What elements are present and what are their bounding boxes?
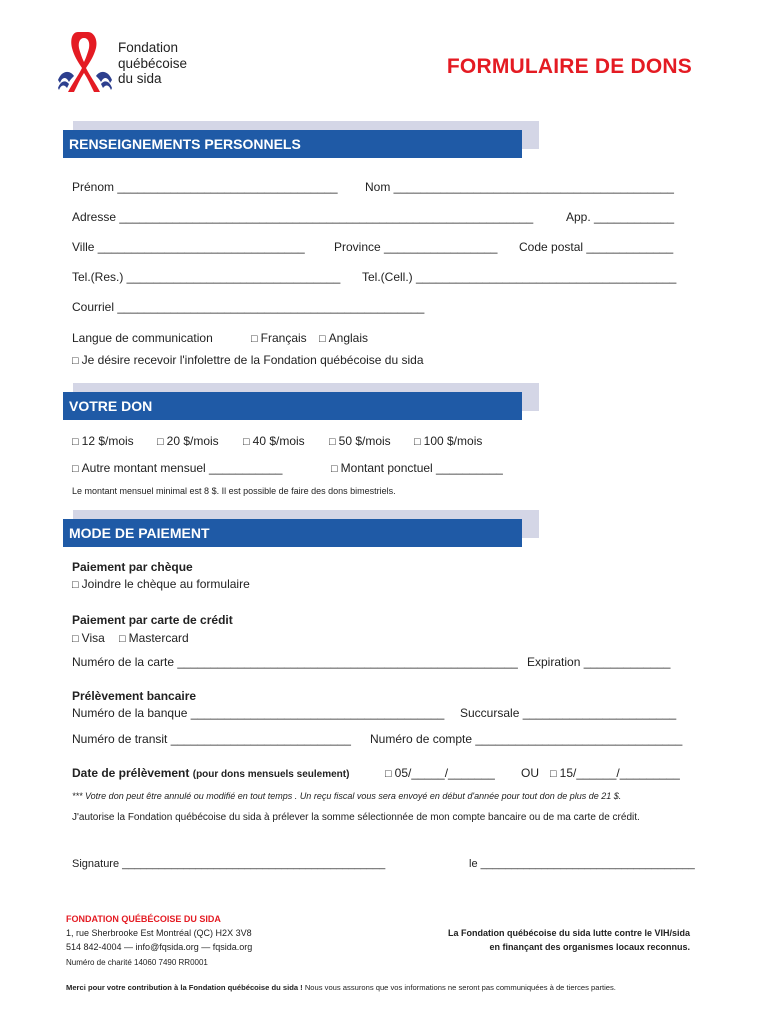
checkbox-icon: □ <box>72 463 79 475</box>
checkbox-icon: □ <box>72 355 79 367</box>
carte-heading: Paiement par carte de crédit <box>72 613 233 627</box>
footer-thanks: Merci pour votre contribution à la Fondation québécoise du sida ! Nous vous assurons que vos informations ne seront pas communiquées à de tierces parties. <box>66 983 616 992</box>
montant-ponctuel-field[interactable]: □ Montant ponctuel __________ <box>331 461 503 475</box>
form-title: FORMULAIRE DE DONS <box>446 55 692 78</box>
numero-carte-field[interactable]: Numéro de la carte ___________________________________________________ <box>72 655 518 669</box>
adresse-field[interactable]: Adresse ______________________________________________________________ <box>72 210 534 224</box>
logo-line-2: québécoise <box>118 55 188 71</box>
checkbox-icon: □ <box>157 436 164 448</box>
cheque-checkbox[interactable]: □ Joindre le chèque au formulaire <box>72 577 250 591</box>
logo-line-1: Fondation <box>118 40 179 55</box>
disclaimer: *** Votre don peut être annulé ou modifié en tout temps . Un reçu fiscal vous sera envoyé en début d'année pour tout don de plus de 21 $. <box>72 791 622 801</box>
footer-contact: 514 842-4004 — info@fqsida.org — fqsida.org <box>66 942 253 952</box>
checkbox-icon: □ <box>119 633 126 645</box>
footer-address: 1, rue Sherbrooke Est Montréal (QC) H2X 3V8 <box>66 928 252 938</box>
numero-transit-field[interactable]: Numéro de transit ___________________________ <box>72 732 351 746</box>
numero-compte-field[interactable]: Numéro de compte _______________________________ <box>370 732 683 746</box>
checkbox-icon: □ <box>319 333 326 345</box>
tel-res-field[interactable]: Tel.(Res.) ________________________________ <box>72 270 341 284</box>
logo-text <box>118 40 187 87</box>
expiration-field[interactable]: Expiration _____________ <box>527 655 671 669</box>
option-50[interactable]: □ 50 $/mois <box>329 434 391 448</box>
section-personal-info-title: RENSEIGNEMENTS PERSONNELS <box>63 130 522 158</box>
succursale-field[interactable]: Succursale _______________________ <box>460 706 677 720</box>
signature-field[interactable]: Signature ___________________________________________ <box>72 858 386 870</box>
option-12[interactable]: □ 12 $/mois <box>72 434 134 448</box>
checkbox-icon: □ <box>72 579 79 591</box>
date-option-15[interactable]: □ 15/______/_________ <box>550 766 680 780</box>
nom-field[interactable]: Nom __________________________________________ <box>365 180 674 194</box>
autorisation: J'autorise la Fondation québécoise du sida à prélever la somme sélectionnée de mon compte bancaire ou de ma carte de crédit. <box>72 812 640 823</box>
footer-charity: Numéro de charité 14060 7490 RR0001 <box>66 958 208 967</box>
checkbox-icon: □ <box>331 463 338 475</box>
don-note: Le montant mensuel minimal est 8 $. Il est possible de faire des dons bimestriels. <box>72 486 396 496</box>
autre-montant-field[interactable]: □ Autre montant mensuel ___________ <box>72 461 283 475</box>
mastercard-checkbox[interactable]: □ Mastercard <box>119 631 189 645</box>
section-votre-don-title: VOTRE DON <box>63 392 522 420</box>
footer-mission-1: La Fondation québécoise du sida lutte contre le VIH/sida <box>447 928 690 938</box>
checkbox-icon: □ <box>72 436 79 448</box>
prelevement-heading: Prélèvement bancaire <box>72 689 197 703</box>
cheque-heading: Paiement par chèque <box>72 560 193 574</box>
date-prelevement-label: Date de prélèvement (pour dons mensuels seulement) <box>72 766 350 780</box>
app-field[interactable]: App. ____________ <box>566 210 675 224</box>
option-40[interactable]: □ 40 $/mois <box>243 434 305 448</box>
checkbox-icon: □ <box>251 333 258 345</box>
checkbox-icon: □ <box>385 768 392 780</box>
logo-line-3: du sida <box>118 71 162 86</box>
francais-checkbox[interactable]: □ Français <box>251 331 307 345</box>
date-signature-field[interactable]: le ___________________________________ <box>469 858 695 870</box>
tel-cell-field[interactable]: Tel.(Cell.) _______________________________________ <box>362 270 677 284</box>
option-20[interactable]: □ 20 $/mois <box>157 434 219 448</box>
option-100[interactable]: □ 100 $/mois <box>414 434 483 448</box>
checkbox-icon: □ <box>414 436 421 448</box>
checkbox-icon: □ <box>243 436 250 448</box>
footer-mission-2: en finançant des organismes locaux reconnus. <box>489 942 690 952</box>
anglais-checkbox[interactable]: □ Anglais <box>319 331 369 345</box>
section-mode-paiement-title: MODE DE PAIEMENT <box>63 519 522 547</box>
numero-banque-field[interactable]: Numéro de la banque ______________________________________ <box>72 706 445 720</box>
visa-checkbox[interactable]: □ Visa <box>72 631 105 645</box>
checkbox-icon: □ <box>329 436 336 448</box>
checkbox-icon: □ <box>72 633 79 645</box>
code-postal-field[interactable]: Code postal _____________ <box>519 240 674 254</box>
checkbox-icon: □ <box>550 768 557 780</box>
footer-org-name: FONDATION QUÉBÉCOISE DU SIDA <box>66 914 221 924</box>
langue-label: Langue de communication <box>72 331 213 345</box>
prenom-field[interactable]: Prénom _________________________________ <box>72 180 338 194</box>
infolettre-checkbox[interactable]: □ Je désire recevoir l'infolettre de la Fondation québécoise du sida <box>72 353 424 367</box>
ville-field[interactable]: Ville _______________________________ <box>72 240 305 254</box>
fqsida-logo-icon <box>52 30 118 96</box>
ou-label: OU <box>521 766 539 780</box>
courriel-field[interactable]: Courriel ______________________________________________ <box>72 300 425 314</box>
province-field[interactable]: Province _________________ <box>334 240 498 254</box>
date-option-05[interactable]: □ 05/_____/_______ <box>385 766 495 780</box>
